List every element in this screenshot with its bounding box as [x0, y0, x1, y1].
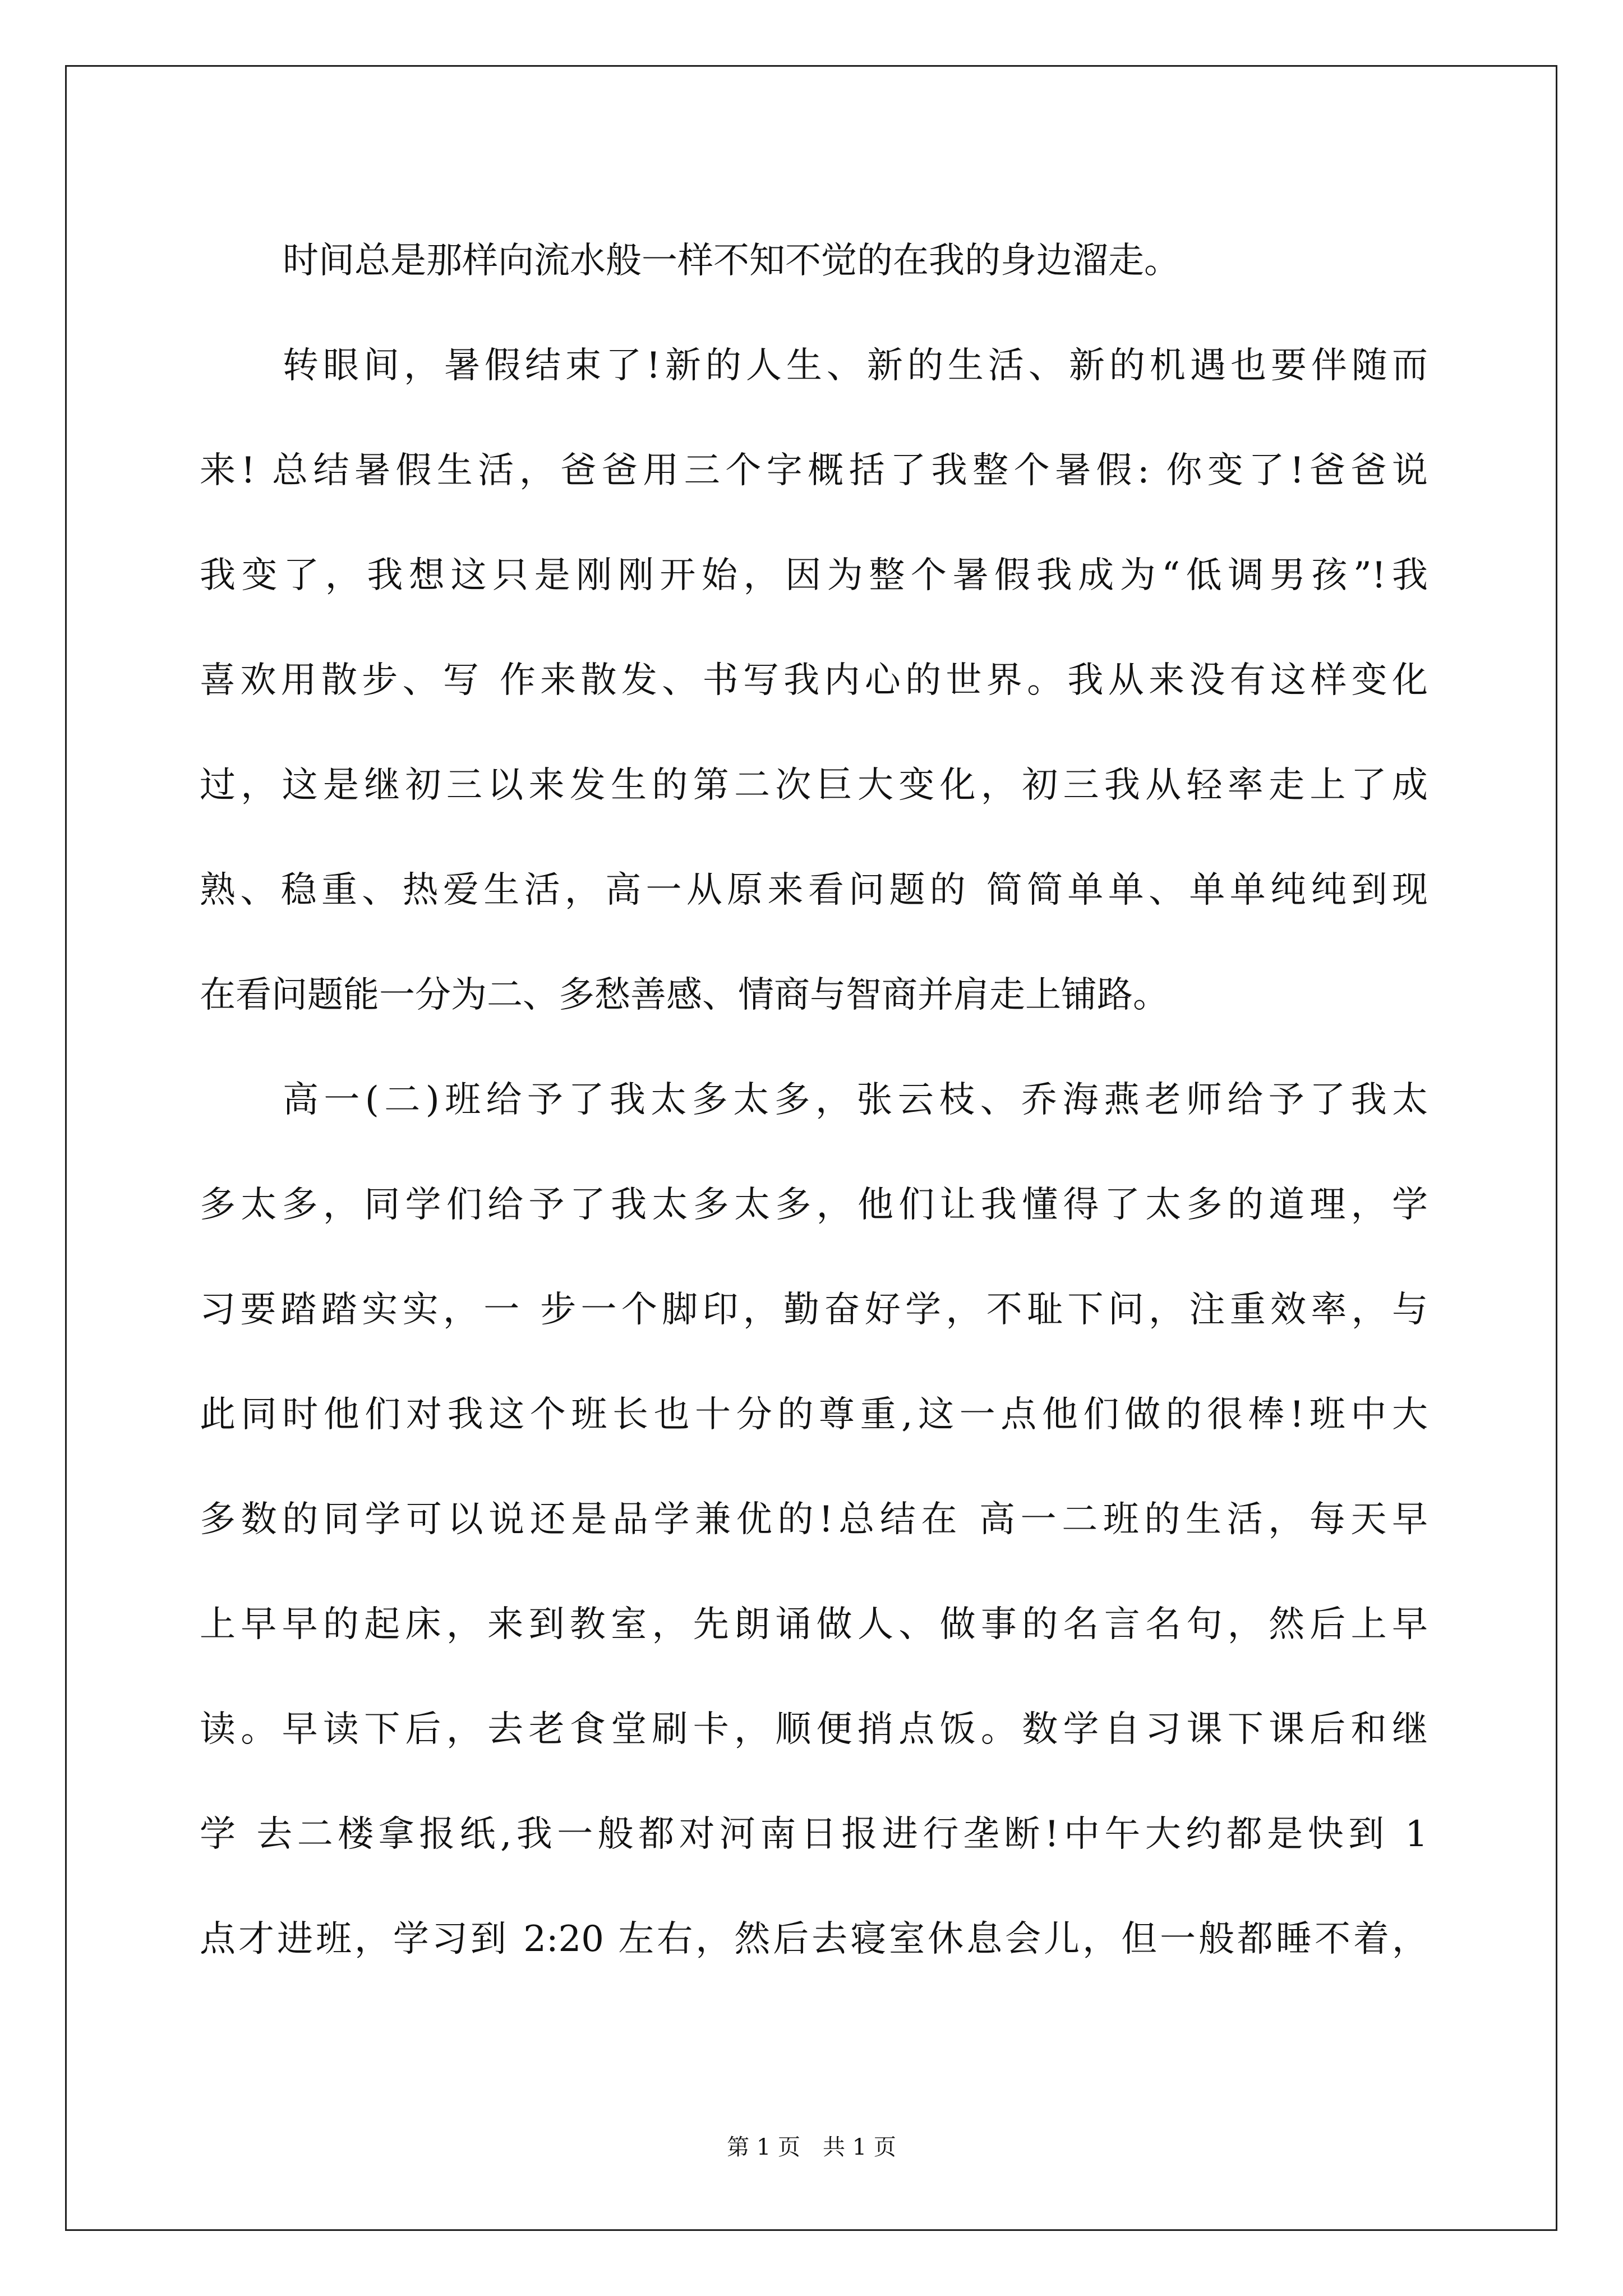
paragraph-2-line-1: 转眼间，暑假结束了!新的人生、新的生活、新的机遇也要伴随而 — [283, 345, 1428, 386]
paragraph-3-line-6: 上早早的起床，来到教室，先朗诵做人、做事的名言名句，然后上早 — [200, 1604, 1428, 1645]
paragraph-1-line-1: 时间总是那样向流水般一样不知不觉的在我的身边溜走。 — [283, 240, 1180, 282]
paragraph-2-line-2: 来! 总结暑假生活，爸爸用三个字概括了我整个暑假: 你变了!爸爸说 — [200, 450, 1428, 491]
paragraph-2-line-4: 喜欢用散步、写 作来散发、书写我内心的世界。我从来没有这样变化 — [200, 660, 1428, 701]
paragraph-3-line-8: 学 去二楼拿报纸,我一般都对河南日报进行垄断!中午大约都是快到 1 — [200, 1814, 1428, 1855]
document-body — [200, 209, 1428, 1992]
paragraph-2-line-7: 在看问题能一分为二、多愁善感、情商与智商并肩走上铺路。 — [200, 974, 1169, 1016]
paragraph-3-line-5: 多数的同学可以说还是品学兼优的!总结在 高一二班的生活，每天早 — [200, 1499, 1428, 1540]
paragraph-3-line-9: 点才进班，学习到 2:20 左右，然后去寝室休息会儿，但一般都睡不着， — [200, 1918, 1428, 1960]
paragraph-3-line-7: 读。早读下后，去老食堂刷卡，顺便捎点饭。数学自习课下课后和继 — [200, 1709, 1428, 1750]
paragraph-3-line-1: 高一(二)班给予了我太多太多，张云枝、乔海燕老师给予了我太 — [283, 1079, 1428, 1121]
paragraph-2-line-5: 过，这是继初三以来发生的第二次巨大变化，初三我从轻率走上了成 — [200, 765, 1428, 806]
page-footer: 第 1 页 共 1 页 — [727, 2134, 896, 2160]
paragraph-3-line-2: 多太多，同学们给予了我太多太多，他们让我懂得了太多的道理，学 — [200, 1184, 1428, 1226]
paragraph-3-line-3: 习要踏踏实实，一 步一个脚印，勤奋好学，不耻下问，注重效率，与 — [200, 1289, 1428, 1331]
paragraph-3-line-4: 此同时他们对我这个班长也十分的尊重,这一点他们做的很棒!班中大 — [200, 1394, 1428, 1435]
paragraph-2-line-6: 熟、稳重、热爱生活，高一从原来看问题的 简简单单、单单纯纯到现 — [200, 869, 1428, 911]
paragraph-2-line-3: 我变了，我想这只是刚刚开始，因为整个暑假我成为“低调男孩”!我 — [200, 555, 1428, 596]
